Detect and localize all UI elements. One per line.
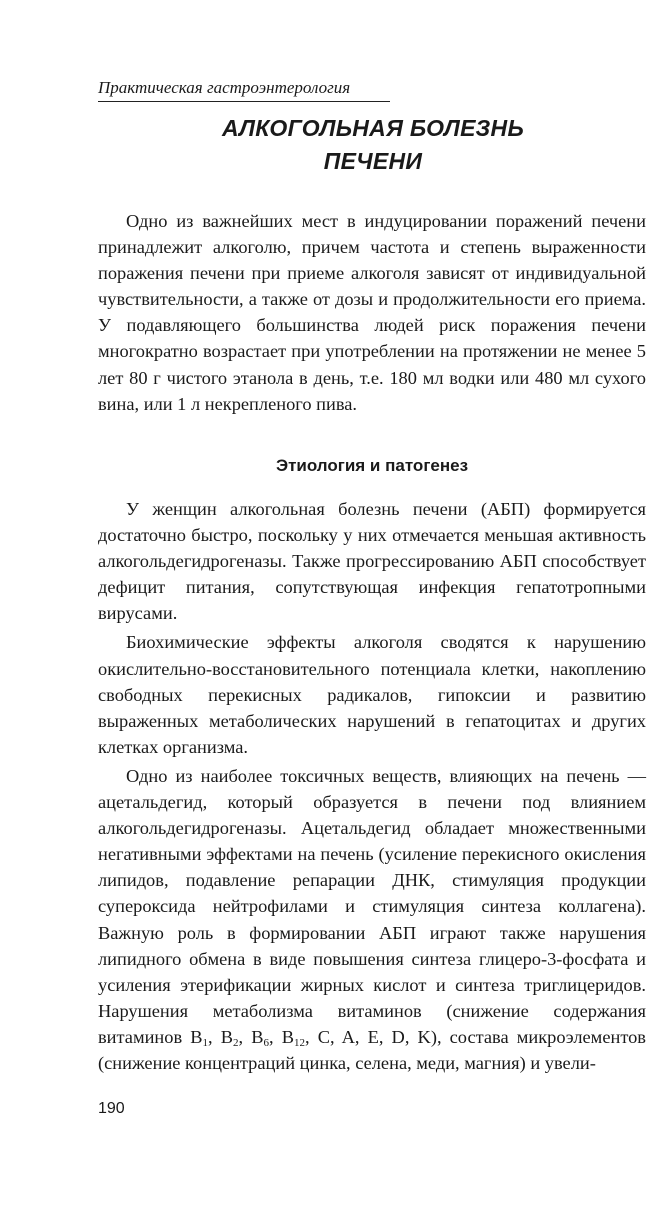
vitamin-b6-sub: 6: [263, 1036, 270, 1049]
intro-paragraph: Одно из важнейших мест в индуцировании поражений печени принадлежит алкоголю, причем частота и степень выраженности поражения печени при приеме алкоголя зависят от индивидуальной чувствительности, а также от дозы и продолжительности его приема. У подавляющего большинства людей риск поражения печени многократно возрастает при употреблении на протяжении не менее 5 лет 80 г чистого этанола в день, т.е. 180 мл водки или 480 мл сухого вина, или 1 л некрепленого пива.: [98, 211, 646, 414]
vitamin-b6: B: [251, 1026, 264, 1047]
paragraph-3: Одно из наиболее токсичных веществ, влияющих на печень — ацетальдегид, который образуется в печени под влиянием алкогольдегидрогеназы. Ацетальдегид обладает множественными негативными эффектами на печень (усиление перекисного окисления липидов, подавление репарации ДНК, стимуляция продукции супероксида нейтрофилами и стимуляция синтеза коллагена). Важную роль в формировании АБП играют также нарушения липидного обмена в виде повышения синтеза глицеро-3-фосфата и усиления этерификации жирных кислот и синтеза триглицеридов. Нарушения метаболизма витаминов (снижение содержания витаминов $B_1$, $B_2$, $B_6$, $B_{12}$, C, A, E, D, K), состава микроэлементов (снижение концентраций цинка, селена, меди, магния) и увели-: [98, 765, 646, 1073]
paragraph-2: Биохимические эффекты алкоголя сводятся к нарушению окислительно-восстановительного потенциала клетки, накоплению свободных перекисных радикалов, гипоксии и развитию выраженных метаболических нарушений в гепатоцитах и других клетках организма.: [98, 632, 646, 757]
intro-block: [98, 208, 646, 417]
paragraph-1: У женщин алкогольная болезнь печени (АБП) формируется достаточно быстро, поскольку у них отмечается меньшая активность алкогольдегидрогеназы. Также прогрессированию АБП способствует дефицит питания, сопутствующая инфекция гепатотропными вирусами.: [98, 499, 646, 624]
running-head: Практическая гастроэнтерология: [98, 78, 390, 102]
chapter-title: [98, 112, 648, 178]
vitamin-b2: B: [220, 1026, 234, 1047]
vitamin-b12-sub: 12: [294, 1036, 305, 1049]
section-body: [98, 496, 646, 1076]
chapter-title-line-2: ПЕЧЕНИ: [323, 148, 423, 174]
page-number: 190: [98, 1100, 125, 1117]
paragraph-3-text-b: , C, A, E, D, K), состава микроэлементов (снижение концентраций цинка, селена, меди, магния) и увели-: [98, 1026, 646, 1073]
chapter-title-line-1: АЛКОГОЛЬНАЯ БОЛЕЗНЬ: [221, 115, 525, 141]
vitamin-b1: B: [190, 1026, 203, 1047]
vitamin-b2-sub: 2: [233, 1036, 239, 1049]
section-heading: Этиология и патогенез: [275, 456, 469, 475]
vitamin-b1-sub: 1: [202, 1036, 209, 1049]
vitamin-b12: B: [281, 1026, 294, 1047]
paragraph-3-text-a: Одно из наиболее токсичных веществ, влияющих на печень — ацетальдегид, который образуется в печени под влиянием алкогольдегидрогеназы. Ацетальдегид обладает множественными негативными эффектами на печень (усиление перекисного окисления липидов, подавление репарации ДНК, стимуляция продукции супероксида нейтрофилами и стимуляция синтеза коллагена). Важную роль в формировании АБП играют также нарушения липидного обмена в виде повышения синтеза глицеро-3-фосфата и усиления этерификации жирных кислот и синтеза триглицеридов. Нарушения метаболизма витаминов (снижение содержания витаминов: [98, 765, 646, 1047]
